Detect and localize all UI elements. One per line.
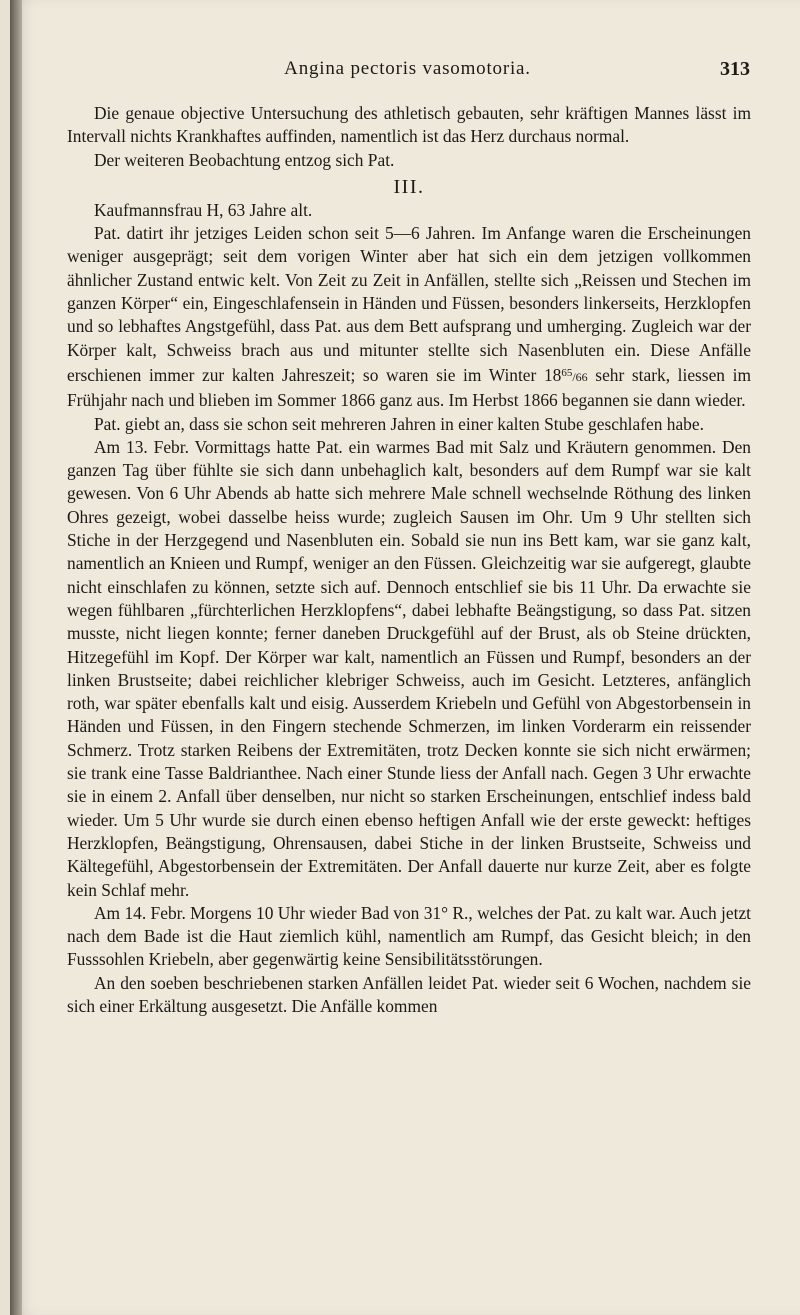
paragraph-history: Pat. datirt ihr jetziges Leiden schon seit 5—6 Jahren. Im Anfange waren die Erscheinungen weniger ausgeprägt; seit dem vorigen Winter aber hat sich ein dem jetzigen vollkommen ähnlicher Zustand entwic kelt. Von Zeit zu Zeit in Anfällen, stellte sich „Reissen und Stechen im ganzen Körper“ ein, Eingeschlafensein in Händen und Füssen, besonders linkerseits, Herzklopfen und so lebhaftes Angstgefühl, dass Pat. aus dem Bett aufsprang und umherging. Zugleich war der Körper kalt, Schweiss brach aus und mitunter stellte sich Nasenbluten ein. Diese Anfälle erschienen immer zur kalten Jahreszeit; so waren sie im Winter $18^{65}/66$ sehr stark, liessen im Frühjahr nach und blieben im Sommer 1866 ganz aus. Im Herbst 1866 begannen sie dann wieder.: [67, 223, 751, 411]
body-text: [67, 102, 751, 1018]
history-text: Pat. datirt ihr jetziges Leiden schon seit 5—6 Jahren. Im Anfange waren die Erscheinungen weniger ausgeprägt; seit dem vorigen Winter aber hat sich ein dem jetzigen vollkommen ähnlicher Zustand entwic kelt. Von Zeit zu Zeit in Anfällen, stellte sich „Reissen und Stechen im ganzen Körper“ ein, Eingeschlafensein in Händen und Füssen, besonders linkerseits, Herzklopfen und so lebhaftes Angstgefühl, dass Pat. aus dem Bett aufsprang und umherging. Zugleich war der Körper kalt, Schweiss brach aus und mitunter stellte sich Nasenbluten ein. Diese Anfälle erschienen immer zur kalten Jahreszeit; so waren sie im Winter: [67, 223, 751, 385]
paragraph-recent-attacks: An den soeben beschriebenen starken Anfällen leidet Pat. wieder seit 6 Wochen, nachdem sie sich einer Erkältung ausgesetzt. Die Anfälle kommen: [67, 972, 751, 1016]
paragraph-feb-14: Am 14. Febr. Morgens 10 Uhr wieder Bad von 31° R., welches der Pat. zu kalt war. Auch jetzt nach dem Bade ist die Haut ziemlich kühl, namentlich am Rumpf, das Gesicht bleich; in den Fusssohlen Kriebeln, aber gegenwärtig keine Sensibilitätsstörungen.: [67, 902, 751, 970]
section-heading: III.: [393, 175, 425, 198]
page-number: 313: [720, 58, 750, 80]
book-spine-shadow: [10, 0, 22, 1315]
year-fraction-numerator: 65: [561, 366, 573, 379]
year-fraction-denominator: 66: [575, 369, 588, 384]
book-page: [10, 0, 800, 1315]
page-header: [65, 58, 750, 88]
year-prefix: 18: [543, 364, 562, 385]
paragraph-intro-2: Der weiteren Beobachtung entzog sich Pat.: [94, 149, 395, 170]
paragraph-intro-1: Die genaue objective Untersuchung des athletisch gebauten, sehr kräftigen Mannes lässt im Intervall nichts Krankhaftes auffinden, namentlich ist das Herz durchaus normal.: [67, 103, 751, 147]
history-text-rest: sehr stark, liessen im Frühjahr nach und blieben im Sommer 1866 ganz aus. Im Herbst 1866 begannen sie dann wieder.: [67, 364, 751, 411]
paragraph-cold-room: Pat. giebt an, dass sie schon seit mehreren Jahren in einer kalten Stube geschlafen habe.: [94, 413, 704, 434]
paragraph-patient-intro: Kaufmannsfrau H, 63 Jahre alt.: [94, 199, 313, 220]
paragraph-feb-13: Am 13. Febr. Vormittags hatte Pat. ein warmes Bad mit Salz und Kräutern genommen. Den ganzen Tag über fühlte sie sich dann unbehaglich kalt, besonders auf dem Rumpf war sie kalt gewesen. Von 6 Uhr Abends ab hatte sich mehrere Male schnell wechselnde Röthung des linken Ohres gezeigt, wobei dasselbe heiss wurde; zugleich Sausen im Ohr. Um 9 Uhr stellten sich Stiche in der Herzgegend und Nasenbluten ein. Sobald sie nun ins Bett kam, war sie ganz kalt, namentlich an Knieen und Rumpf, weniger an den Füssen. Gleichzeitig war sie aufgeregt, glaubte nicht einschlafen zu können, setzte sich auf. Dennoch entschlief sie bis 11 Uhr. Da erwachte sie wegen fühlbaren „fürchterlichen Herzklopfens“, dabei lebhafte Beängstigung, so dass Pat. sitzen musste, nicht liegen konnte; ferner daneben Druckgefühl auf der Brust, als ob Steine drückten, Hitzegefühl im Kopf. Der Körper war kalt, namentlich an Füssen und Rumpf, besonders an der linken Brustseite; dabei reichlicher klebriger Schweiss, auch im Gesicht. Letzteres, anfänglich roth, war später ebenfalls kalt und eisig. Ausserdem Kriebeln und Gefühl von Abgestorbensein in Händen und Füssen, in den Fingern stechende Schmerzen, im linken Vorderarm ein reissender Schmerz. Trotz starken Reibens der Extremitäten, trotz Decken konnte sie sich nicht erwärmen; sie trank eine Tasse Baldrianthee. Nach einer Stunde liess der Anfall nach. Gegen 3 Uhr erwachte sie in einem 2. Anfall über denselben, nur nicht so starken Erscheinungen, entschlief indess bald wieder. Um 5 Uhr wurde sie durch einen ebenso heftigen Anfall wie der erste geweckt: heftiges Herzklopfen, Beängstigung, Ohrensausen, dabei Stiche in der linken Brustseite, Schweiss und Kältegefühl, Abgestorbensein der Extremitäten. Der Anfall dauerte nur kurze Zeit, aber es folgte kein Schlaf mehr.: [67, 436, 751, 900]
running-title: Angina pectoris vasomotoria.: [284, 58, 531, 79]
